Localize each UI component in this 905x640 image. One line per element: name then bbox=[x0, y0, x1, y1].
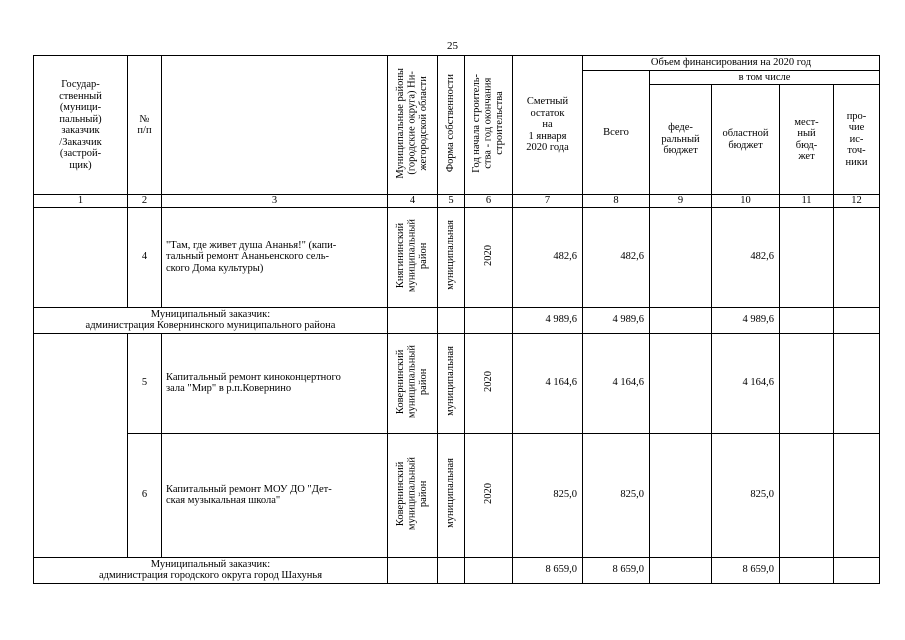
empty-cell bbox=[650, 333, 712, 433]
regional: 4 989,6 bbox=[712, 307, 780, 333]
customer-cell bbox=[34, 333, 128, 557]
empty-cell bbox=[650, 307, 712, 333]
district-cell bbox=[388, 207, 438, 307]
header-customer: Государ- ственный (муници- пальный) заказчик /Заказчик (застрой- щик) bbox=[34, 56, 128, 195]
total: 8 659,0 bbox=[583, 557, 650, 583]
year: 2020 bbox=[482, 482, 494, 504]
empty-cell bbox=[780, 307, 834, 333]
federal bbox=[650, 207, 712, 307]
header-district-cell bbox=[388, 56, 438, 195]
customer-group-row bbox=[34, 307, 880, 333]
empty-cell bbox=[780, 557, 834, 583]
col-number: 10 bbox=[712, 195, 780, 208]
page-number: 25 bbox=[447, 40, 458, 52]
remainder: 825,0 bbox=[513, 433, 583, 557]
regional: 4 164,6 bbox=[712, 333, 780, 433]
col-number: 12 bbox=[834, 195, 880, 208]
header-regional: областной бюджет bbox=[712, 85, 780, 195]
header-remainder: Сметный остаток на 1 января 2020 года bbox=[513, 56, 583, 195]
customer-label: Муниципальный заказчик: администрация городского округа город Шахунья bbox=[34, 557, 388, 583]
object-name: "Там, где живет душа Ананья!" (капи- тальный ремонт Ананьенского сель- ского Дома культуры) bbox=[162, 207, 388, 307]
empty-cell bbox=[388, 307, 438, 333]
header-year: Год начала строитель- ства - год окончания строительства bbox=[471, 73, 506, 173]
header-district: Муниципальные районы (городские округа) Ни- жегородской области bbox=[395, 67, 430, 179]
header-including: в том числе bbox=[650, 71, 880, 85]
empty-cell bbox=[650, 433, 712, 557]
year-cell bbox=[465, 207, 513, 307]
regional: 482,6 bbox=[712, 207, 780, 307]
row-number: 4 bbox=[128, 207, 162, 307]
col-number: 4 bbox=[388, 195, 438, 208]
column-numbers-row bbox=[34, 195, 880, 208]
remainder: 8 659,0 bbox=[513, 557, 583, 583]
empty-cell bbox=[650, 557, 712, 583]
year-cell bbox=[465, 333, 513, 433]
header-ownership-cell bbox=[438, 56, 465, 195]
district: Княгининский муниципальный район bbox=[395, 218, 430, 292]
total: 4 989,6 bbox=[583, 307, 650, 333]
empty-cell bbox=[834, 307, 880, 333]
col-number: 8 bbox=[583, 195, 650, 208]
row-number: 6 bbox=[128, 433, 162, 557]
object-name: Капитальный ремонт МОУ ДО "Дет- ская музыкальная школа" bbox=[162, 433, 388, 557]
year: 2020 bbox=[482, 244, 494, 266]
district: Ковернинский муниципальный район bbox=[395, 344, 430, 418]
empty-cell bbox=[780, 433, 834, 557]
ownership: муниципальная bbox=[445, 458, 457, 529]
empty-cell bbox=[780, 333, 834, 433]
year: 2020 bbox=[482, 370, 494, 392]
header-financing: Объем финансирования на 2020 год bbox=[583, 56, 880, 71]
header-other: про- чие ис- точ- ники bbox=[834, 85, 880, 195]
col-number: 11 bbox=[780, 195, 834, 208]
header-total: Всего bbox=[583, 71, 650, 195]
col-number: 2 bbox=[128, 195, 162, 208]
header-year-cell bbox=[465, 56, 513, 195]
table-row bbox=[34, 333, 880, 433]
year-cell bbox=[465, 433, 513, 557]
empty-cell bbox=[465, 307, 513, 333]
remainder: 4 164,6 bbox=[513, 333, 583, 433]
remainder: 482,6 bbox=[513, 207, 583, 307]
district: Ковернинский муниципальный район bbox=[395, 456, 430, 530]
ownership-cell bbox=[438, 333, 465, 433]
object-name: Капитальный ремонт киноконцертного зала "Мир" в р.п.Ковернино bbox=[162, 333, 388, 433]
col-number: 3 bbox=[162, 195, 388, 208]
header-number: № п/п bbox=[128, 56, 162, 195]
header-local: мест- ный бюд- жет bbox=[780, 85, 834, 195]
col-number: 5 bbox=[438, 195, 465, 208]
row-number: 5 bbox=[128, 333, 162, 433]
total: 482,6 bbox=[583, 207, 650, 307]
header-object bbox=[162, 56, 388, 195]
empty-cell bbox=[438, 557, 465, 583]
ownership: муниципальная bbox=[445, 220, 457, 291]
financing-table bbox=[33, 55, 880, 584]
col-number: 7 bbox=[513, 195, 583, 208]
ownership-cell bbox=[438, 207, 465, 307]
empty-cell bbox=[438, 307, 465, 333]
ownership-cell bbox=[438, 433, 465, 557]
regional: 8 659,0 bbox=[712, 557, 780, 583]
table-row bbox=[34, 433, 880, 557]
other bbox=[834, 207, 880, 307]
customer-group-row bbox=[34, 557, 880, 583]
customer-cell bbox=[34, 207, 128, 307]
empty-cell bbox=[465, 557, 513, 583]
regional: 825,0 bbox=[712, 433, 780, 557]
empty-cell bbox=[834, 557, 880, 583]
ownership: муниципальная bbox=[445, 346, 457, 417]
header-ownership: Форма собственности bbox=[445, 74, 457, 173]
customer-label: Муниципальный заказчик: администрация Ковернинского муниципального района bbox=[34, 307, 388, 333]
total: 825,0 bbox=[583, 433, 650, 557]
total: 4 164,6 bbox=[583, 333, 650, 433]
header-federal: феде- ральный бюджет bbox=[650, 85, 712, 195]
col-number: 1 bbox=[34, 195, 128, 208]
remainder: 4 989,6 bbox=[513, 307, 583, 333]
district-cell bbox=[388, 433, 438, 557]
local bbox=[780, 207, 834, 307]
empty-cell bbox=[388, 557, 438, 583]
district-cell bbox=[388, 333, 438, 433]
col-number: 9 bbox=[650, 195, 712, 208]
empty-cell bbox=[834, 433, 880, 557]
col-number: 6 bbox=[465, 195, 513, 208]
table-row bbox=[34, 207, 880, 307]
empty-cell bbox=[834, 333, 880, 433]
